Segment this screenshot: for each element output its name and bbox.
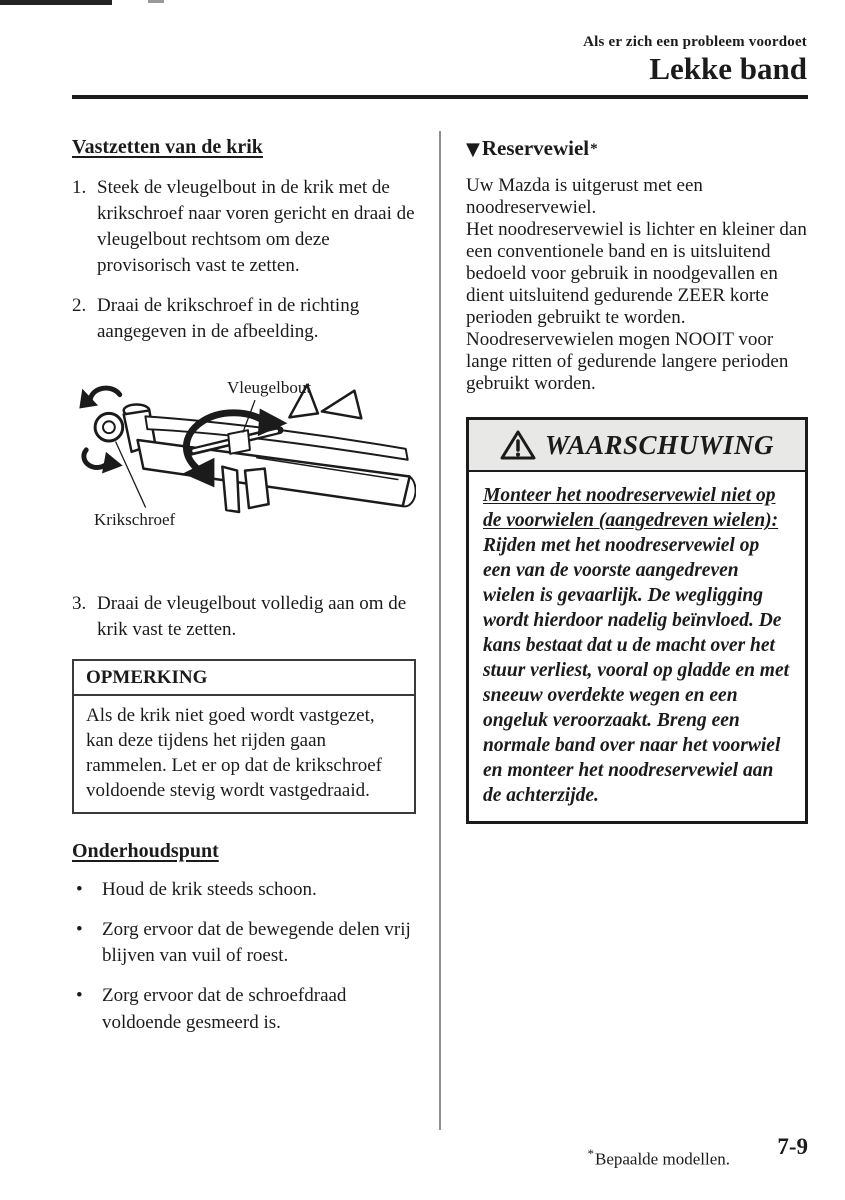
warning-box [466,417,808,823]
figure-label-vleugelbout: Vleugelbout [227,378,312,398]
warning-title: WAARSCHUWING [544,429,775,460]
section-heading-vastzetten: Vastzetten van de krik [72,136,263,158]
step-number: 1. [72,177,87,198]
note-box-title: OPMERKING [74,661,414,696]
section-heading-reservewiel [466,136,808,161]
spare-wheel-paragraph: Uw Mazda is uitgerust met een noodreservewiel. [466,175,703,219]
page-number: 7-9 [777,1134,808,1159]
bullet-item [72,877,416,903]
bullet-icon: • [76,919,83,941]
step-text: Steek de vleugelbout in de krik met de krikschroef naar voren gericht en draai de vleugelbout rechtsom om deze provisorisch vast te zetten. [97,177,415,277]
left-column [72,136,416,1050]
warning-body-text: Rijden met het noodreservewiel op een van de voorste aangedreven wielen is gevaarlijk. De wegligging wordt hierdoor nadelig beïnvloed. De kans bestaat dat u de macht over het stuur verliest, vooral op gladde en met sneeuw overdekte wegen en een ongeluk veroorzaakt. Breng een normale band over naar het voorwiel en monteer het noodreservewiel aan de achterzijde. [483,535,790,806]
right-column [466,136,808,824]
note-box [72,659,416,814]
bullet-text: Houd de krik steeds schoon. [102,879,317,901]
bullet-text: Zorg ervoor dat de schroefdraad voldoende gesmeerd is. [102,985,347,1033]
note-box-body: Als de krik niet goed wordt vastgezet, kan deze tijdens het rijden gaan rammelen. Let er op dat de krikschroef voldoende stevig wordt vastgedraaid. [86,705,382,802]
bullet-item [72,983,416,1035]
chapter-kicker: Als er zich een probleem voordoet [583,34,807,50]
footnote [587,1146,730,1170]
warning-triangle-icon [500,429,536,461]
bullet-text: Zorg ervoor dat de bewegende delen vrij blijven van vuil of roest. [102,919,411,967]
step-text: Draai de vleugelbout volledig aan om de krik vast te zetten. [97,593,407,641]
rotation-arrow-icon [84,450,123,474]
section-heading-text: Reservewiel [481,136,590,160]
column-divider [439,131,441,1130]
numbered-step [72,175,416,279]
numbered-step [72,591,416,643]
asterisk-marker: * [590,141,598,157]
header-rule [72,95,808,99]
step-number: 2. [72,295,87,317]
scan-artifact [148,0,164,3]
step-number: 3. [72,593,87,615]
jack-line-art [72,371,416,583]
bullet-icon: • [76,879,83,901]
figure-label-krikschroef: Krikschroef [94,510,176,530]
warning-lead-text: Monteer het noodreservewiel niet op de voorwielen (aangedreven wielen): [483,485,779,532]
page-header [583,33,807,86]
jack-illustration [72,371,416,583]
scan-artifact [0,0,112,5]
bullet-icon: • [76,985,83,1007]
bullet-item [72,917,416,969]
warning-box-header [469,420,805,472]
footnote-asterisk: * [587,1146,594,1161]
spare-wheel-paragraph: Het noodreservewiel is lichter en kleiner dan een conventionele band en is uitsluitend bedoeld voor gebruik in noodgevallen en dient uitsluitend gedurende ZEER korte perioden gebruikt te worden. Noodreservewielen mogen NOOIT voor lange ritten of gedurende langere perioden gebruikt worden. [466,219,807,395]
step-text: Draai de krikschroef in de richting aangegeven in de afbeelding. [97,295,360,343]
footnote-text: Bepaalde modellen. [594,1149,730,1169]
triangle-down-icon: ▼ [466,139,480,160]
section-heading-onderhoudspunt: Onderhoudspunt [72,840,219,863]
warning-box-body [469,472,805,820]
rotation-arrow-icon [79,388,119,408]
page-title: Lekke band [649,51,807,86]
numbered-step [72,293,416,345]
